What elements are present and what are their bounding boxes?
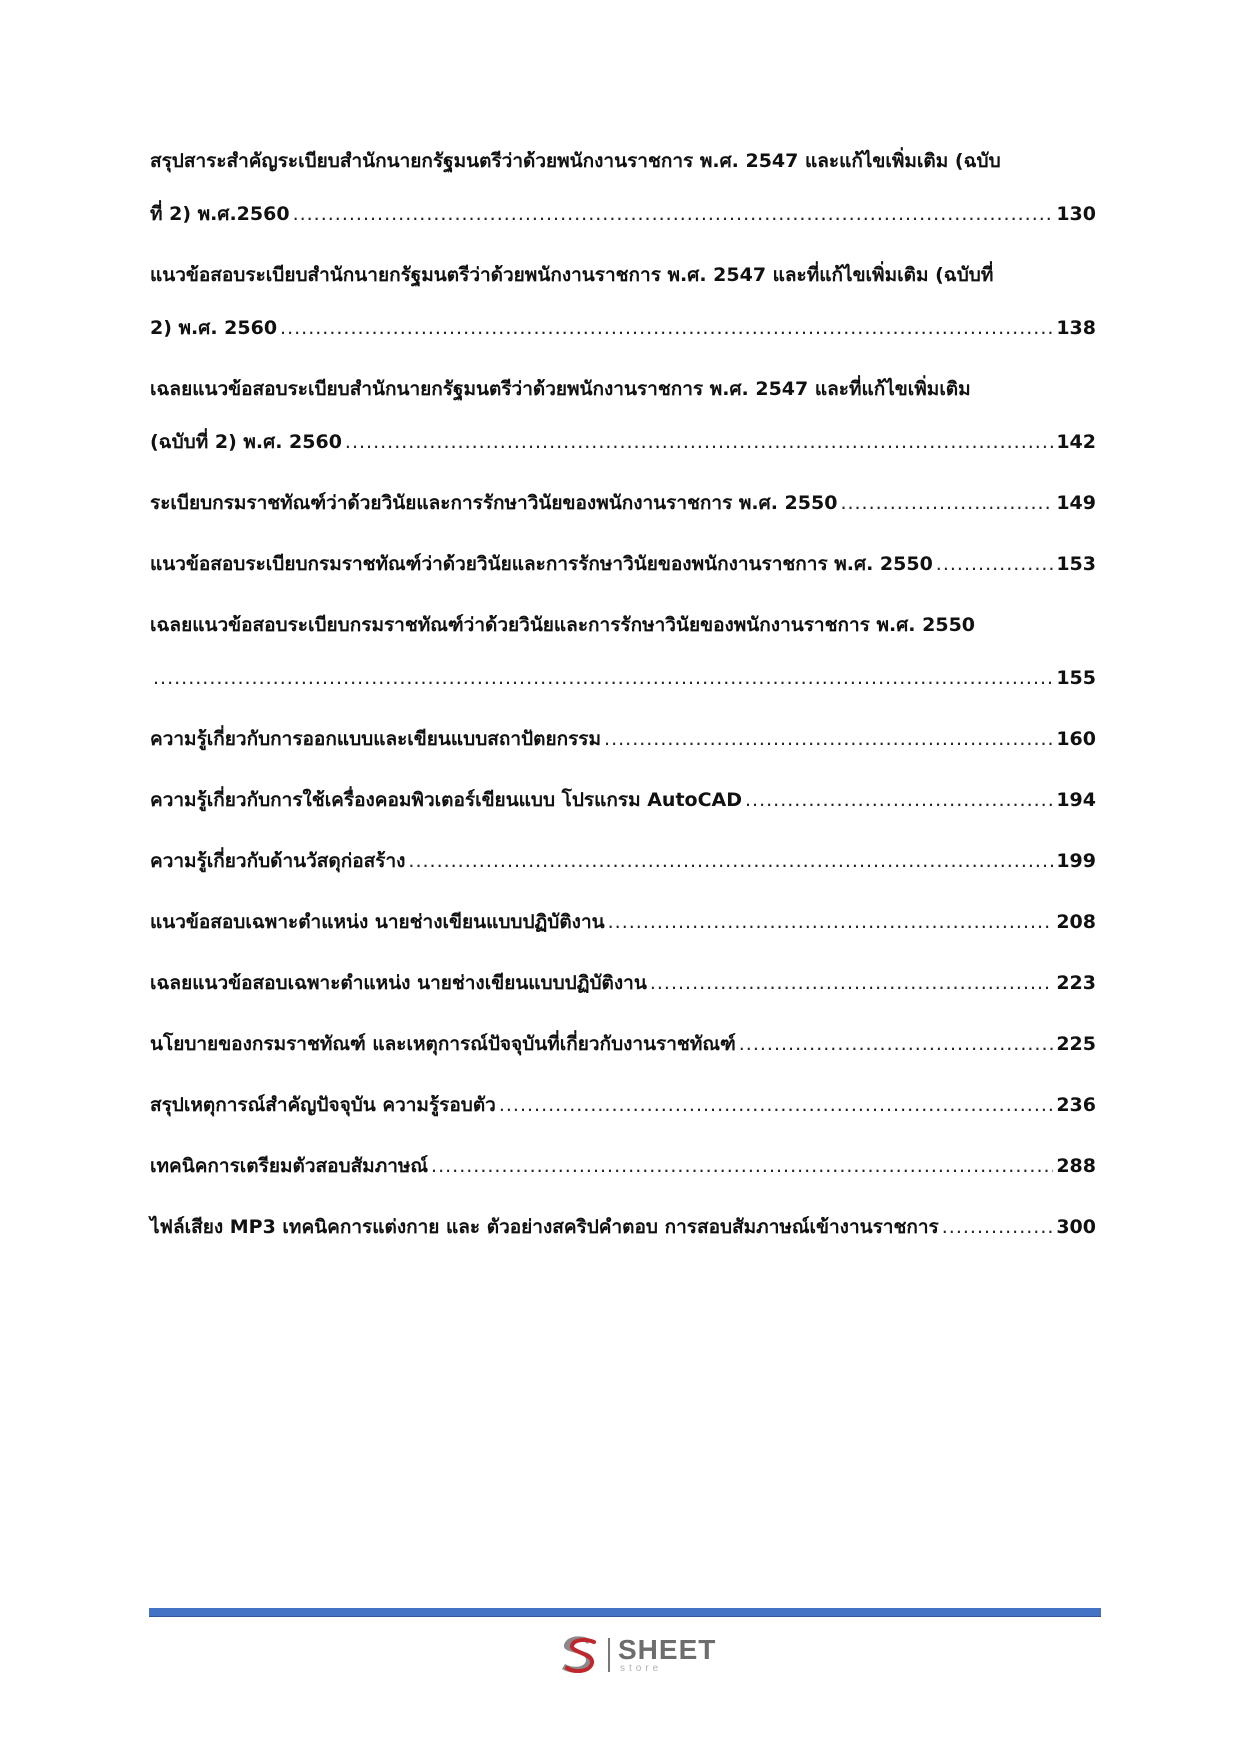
toc-entry-title: สรุปเหตุการณ์สำคัญปัจจุบัน ความรู้รอบตัว [150,1094,496,1116]
dot-leader [739,1031,1054,1057]
toc-entry[interactable] [150,490,1096,516]
toc-entry[interactable] [150,909,1096,935]
toc-entry-title: แนวข้อสอบระเบียบกรมราชทัณฑ์ว่าด้วยวินัยและการรักษาวินัยของพนักงานราชการ พ.ศ. 2550 [150,553,933,575]
table-of-contents [150,148,1096,1275]
toc-page-number: 288 [1056,1155,1096,1177]
toc-entry-title-cont: ที่ 2) พ.ศ.2560 [150,203,290,225]
logo-brand-subtext: store [620,1663,663,1674]
toc-page-number: 194 [1056,789,1096,811]
dot-leader [745,787,1053,813]
toc-page-number: 300 [1056,1216,1096,1238]
toc-entry-title: ระเบียบกรมราชทัณฑ์ว่าด้วยวินัยและการรักษาวินัยของพนักงานราชการ พ.ศ. 2550 [150,492,838,514]
toc-entry[interactable] [150,551,1096,577]
toc-entry-title: เฉลยแนวข้อสอบระเบียบกรมราชทัณฑ์ว่าด้วยวินัยและการรักษาวินัยของพนักงานราชการ พ.ศ. 2550 [150,614,976,636]
logo-brand-text: SHEET [618,1634,717,1665]
dot-leader [936,551,1054,577]
toc-page-number: 199 [1056,850,1096,872]
toc-page-number: 153 [1056,553,1096,575]
toc-entry[interactable] [150,148,1096,227]
toc-entry[interactable] [150,848,1096,874]
toc-entry-title: ไฟล์เสียง MP3 เทคนิคการแต่งกาย และ ตัวอย่างสคริปคำตอบ การสอบสัมภาษณ์เข้างานราชการ [150,1216,939,1238]
toc-entry[interactable] [150,1214,1096,1240]
logo-separator [608,1638,610,1672]
toc-page-number: 223 [1056,972,1096,994]
toc-entry-title: ความรู้เกี่ยวกับการออกแบบและเขียนแบบสถาปัตยกรรม [150,728,602,750]
toc-page-number: 149 [1056,492,1096,514]
toc-entry-title-cont: (ฉบับที่ 2) พ.ศ. 2560 [150,431,342,453]
toc-entry-title: แนวข้อสอบระเบียบสำนักนายกรัฐมนตรีว่าด้วยพนักงานราชการ พ.ศ. 2547 และที่แก้ไขเพิ่มเติม (ฉบับที่ [150,264,994,286]
toc-page-number: 236 [1056,1094,1096,1116]
toc-entry[interactable] [150,1153,1096,1179]
sheet-store-logo [556,1632,726,1676]
toc-entry-title: เฉลยแนวข้อสอบระเบียบสำนักนายกรัฐมนตรีว่าด้วยพนักงานราชการ พ.ศ. 2547 และที่แก้ไขเพิ่มเติม [150,378,971,400]
dot-leader [345,429,1053,455]
toc-entry-title: แนวข้อสอบเฉพาะตำแหน่ง นายช่างเขียนแบบปฏิบัติงาน [150,911,605,933]
dot-leader [499,1092,1053,1118]
toc-page-number: 130 [1056,203,1096,225]
toc-entry[interactable] [150,612,1096,691]
toc-entry[interactable] [150,376,1096,455]
dot-leader [408,848,1053,874]
dot-leader [280,315,1053,341]
toc-entry-title: สรุปสาระสำคัญระเบียบสำนักนายกรัฐมนตรีว่าด้วยพนักงานราชการ พ.ศ. 2547 และแก้ไขเพิ่มเติม (ฉบับ [150,150,1001,172]
toc-page-number: 138 [1056,317,1096,339]
toc-entry-title-cont: 2) พ.ศ. 2560 [150,317,278,339]
toc-page-number: 225 [1056,1033,1096,1055]
toc-entry[interactable] [150,1031,1096,1057]
toc-entry-title: เทคนิคการเตรียมตัวสอบสัมภาษณ์ [150,1155,429,1177]
toc-entry-title: ความรู้เกี่ยวกับด้านวัสดุก่อสร้าง [150,850,406,872]
toc-entry[interactable] [150,970,1096,996]
toc-page-number: 160 [1056,728,1096,750]
toc-entry-title: นโยบายของกรมราชทัณฑ์ และเหตุการณ์ปัจจุบันที่เกี่ยวกับงานราชทัณฑ์ [150,1033,736,1055]
toc-page-number: 208 [1056,911,1096,933]
toc-page-number: 142 [1056,431,1096,453]
dot-leader [608,909,1054,935]
dot-leader [650,970,1053,996]
toc-entry-title: ความรู้เกี่ยวกับการใช้เครื่องคอมพิวเตอร์เขียนแบบ โปรแกรม AutoCAD [150,789,743,811]
toc-entry[interactable] [150,726,1096,752]
footer-rule [149,1608,1101,1617]
toc-entry[interactable] [150,262,1096,341]
dot-leader [942,1214,1054,1240]
dot-leader [604,726,1053,752]
toc-page-number: 155 [1056,667,1096,689]
toc-entry[interactable] [150,787,1096,813]
dot-leader [153,665,1053,691]
dot-leader [431,1153,1053,1179]
sheet-store-logo-mark-icon [556,1632,600,1676]
toc-entry[interactable] [150,1092,1096,1118]
dot-leader [840,490,1053,516]
dot-leader [293,201,1054,227]
toc-entry-title: เฉลยแนวข้อสอบเฉพาะตำแหน่ง นายช่างเขียนแบบปฏิบัติงาน [150,972,647,994]
